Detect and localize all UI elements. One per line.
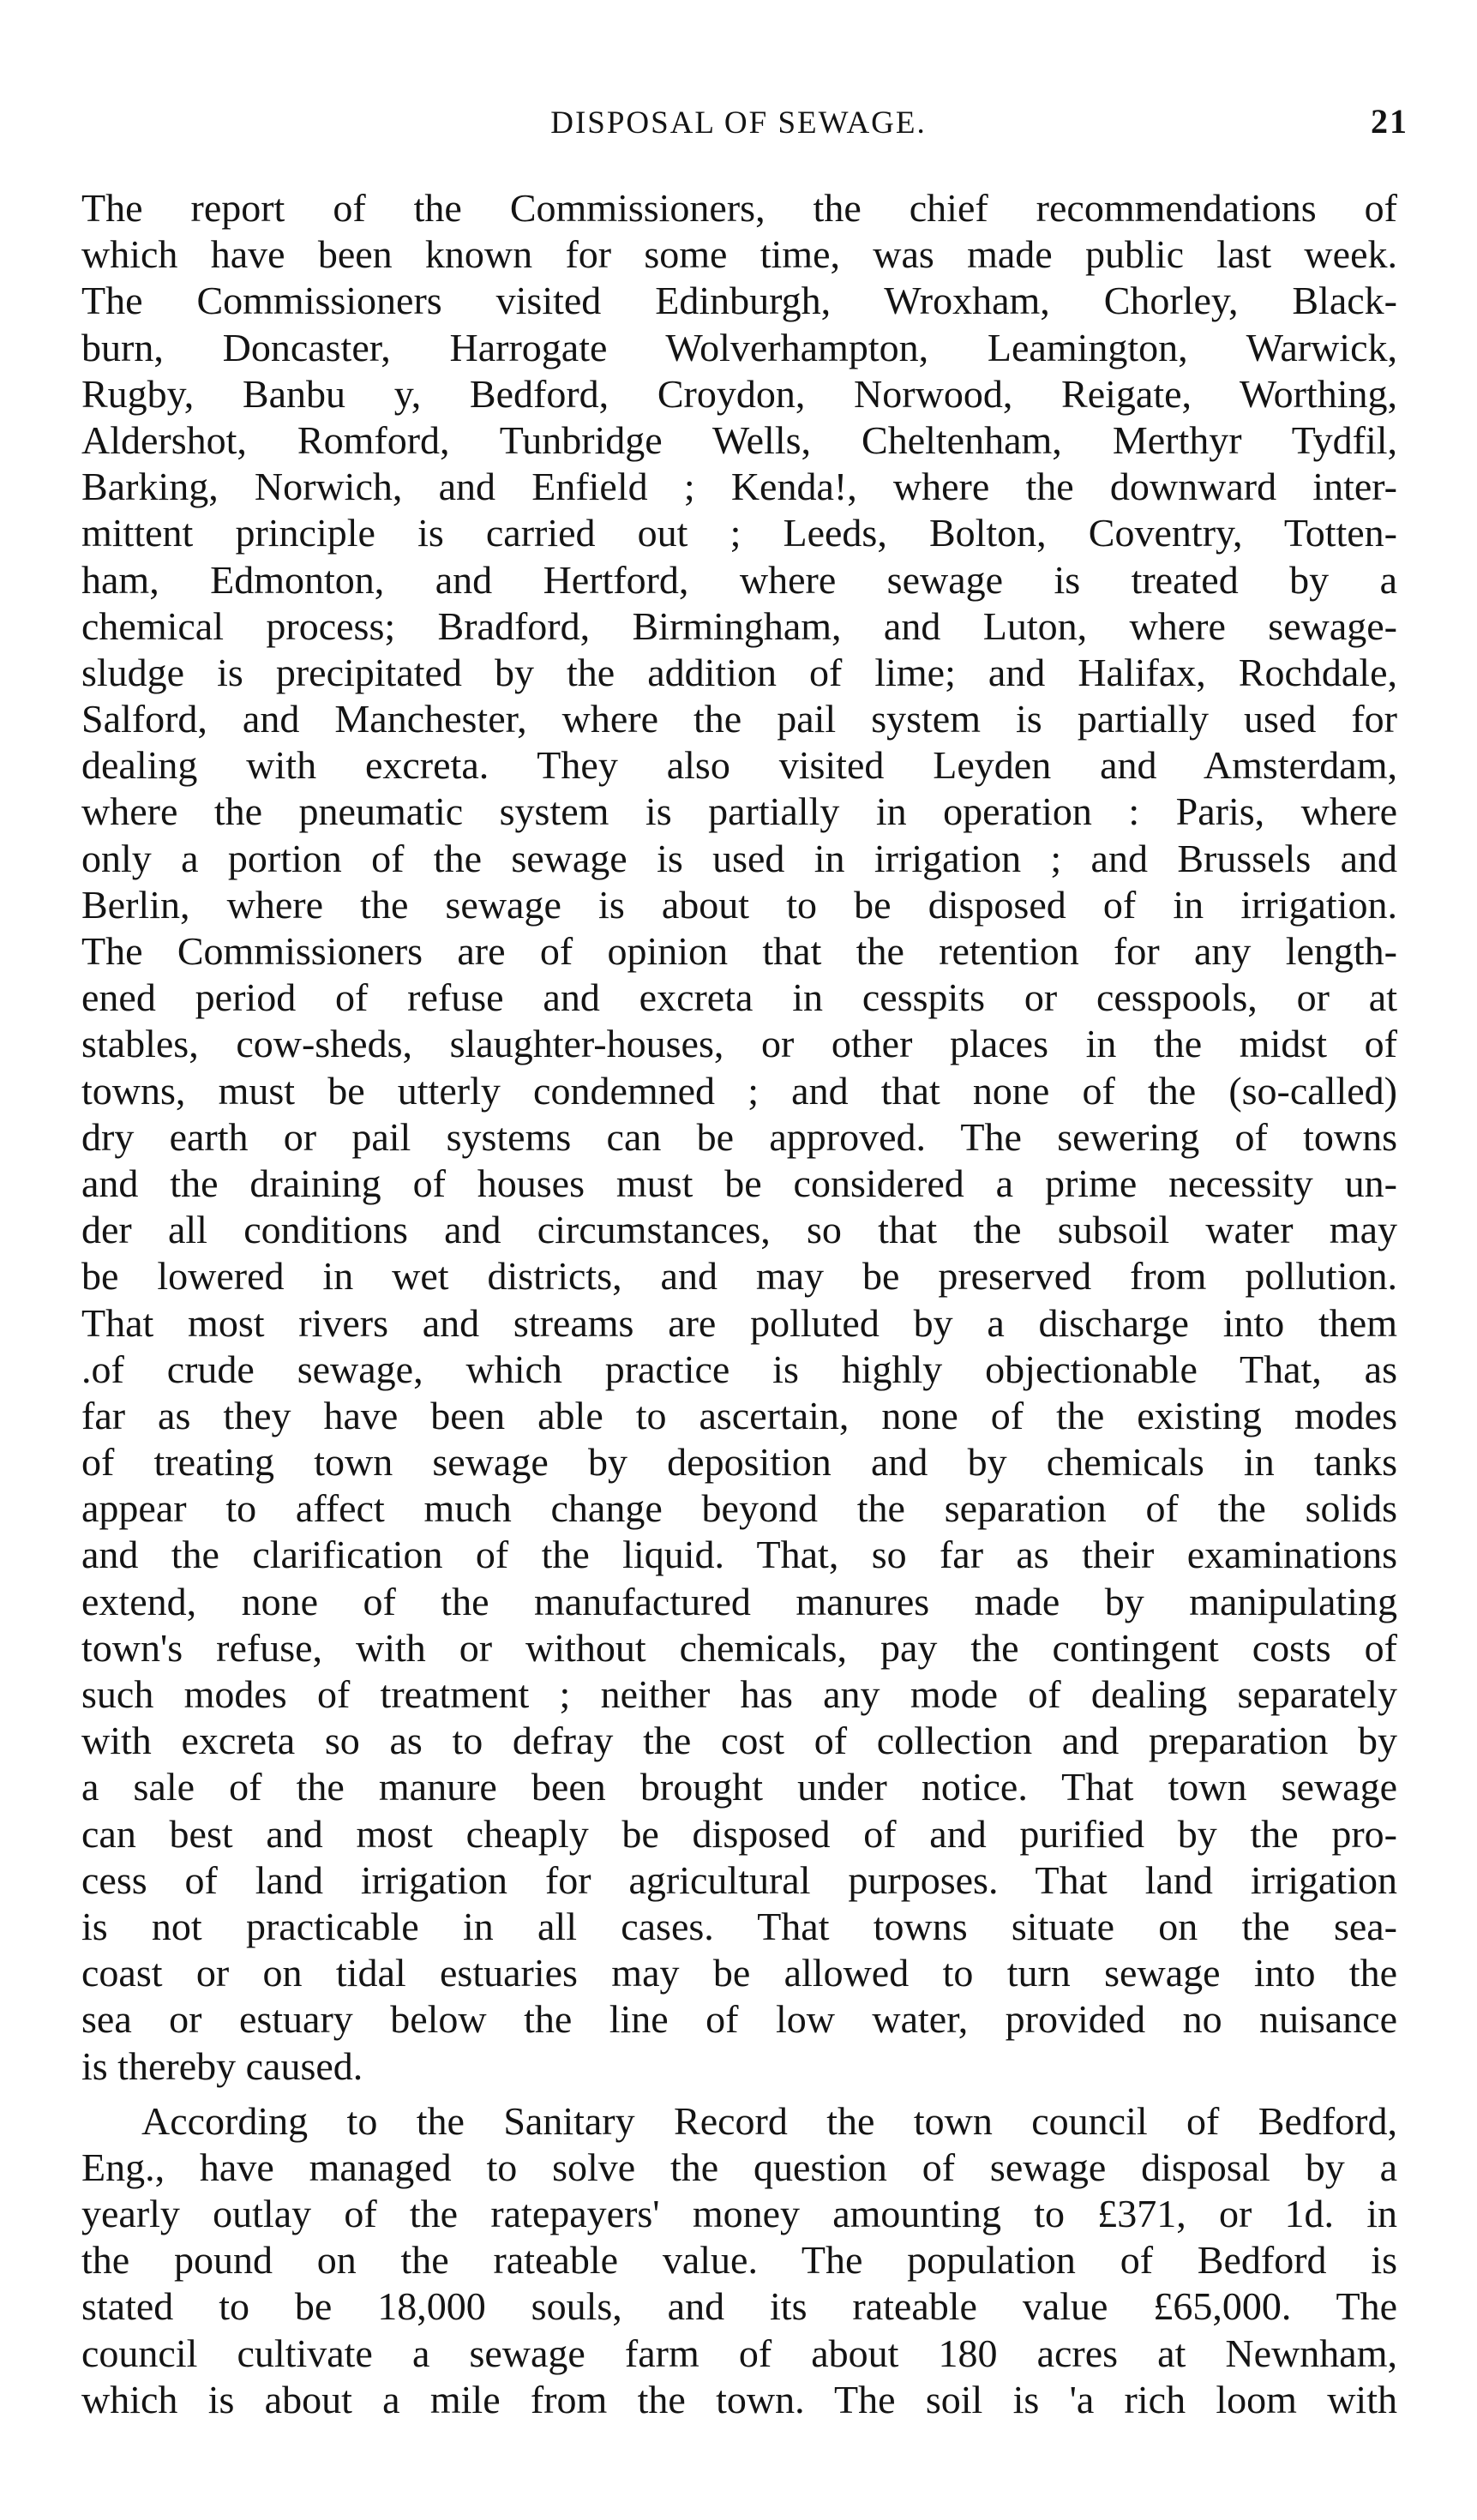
text-line: is not practicable in all cases. That towns situate on the sea-	[81, 1904, 1397, 1948]
text-line: According to the Sanitary Record the town council of Bedford,	[141, 2098, 1397, 2143]
text-line: and the draining of houses must be considered a prime necessity un-	[81, 1161, 1397, 1205]
text-line: with excreta so as to defray the cost of collection and preparation by	[81, 1719, 1397, 1763]
text-line: sludge is precipitated by the addition of lime; and Halifax, Rochdale,	[81, 650, 1397, 694]
text-line: The Commissioners visited Edinburgh, Wroxham, Chorley, Black-	[81, 279, 1397, 323]
paragraph-bedford-sewage-farm	[81, 2098, 1397, 2423]
text-line: which is about a mile from the town. The soil is 'a rich loom with	[81, 2377, 1397, 2421]
text-line: be lowered in wet districts, and may be preserved from pollution.	[81, 1254, 1397, 1299]
running-title: DISPOSAL OF SEWAGE.	[550, 105, 927, 141]
text-line: towns, must be utterly condemned ; and that none of the (so-called)	[81, 1068, 1397, 1113]
text-line: which have been known for some time, was made public last week.	[81, 232, 1397, 277]
text-line: of treating town sewage by deposition and by chemicals in tanks	[81, 1440, 1397, 1485]
text-line: stated to be 18,000 souls, and its rateable value £65,000. The	[81, 2284, 1397, 2329]
text-line: der all conditions and circumstances, so that the subsoil water may	[81, 1208, 1397, 1252]
text-line: ened period of refuse and excreta in cesspits or cesspools, or at	[81, 975, 1397, 1020]
text-line: ham, Edmonton, and Hertford, where sewage is treated by a	[81, 557, 1397, 602]
running-head	[0, 101, 1477, 149]
text-line: Eng., have managed to solve the question of sewage disposal by a	[81, 2145, 1397, 2189]
text-line: is thereby caused.	[81, 2043, 363, 2088]
text-line: .of crude sewage, which practice is highly objectionable That, as	[81, 1347, 1397, 1391]
text-line: yearly outlay of the ratepayers' money amounting to £371, or 1d. in	[81, 2192, 1397, 2236]
text-line: coast or on tidal estuaries may be allowed to turn sewage into the	[81, 1951, 1397, 1995]
text-line: sea or estuary below the line of low water, provided no nuisance	[81, 1997, 1397, 2042]
text-line: chemical process; Bradford, Birmingham, and Luton, where sewage-	[81, 603, 1397, 648]
text-line: stables, cow-sheds, slaughter-houses, or other places in the midst of	[81, 1022, 1397, 1066]
text-line: where the pneumatic system is partially in operation : Paris, where	[81, 789, 1397, 834]
text-line: extend, none of the manufactured manures made by manipulating	[81, 1579, 1397, 1623]
text-line: Rugby, Banbu y, Bedford, Croydon, Norwood, Reigate, Worthing,	[81, 371, 1397, 416]
text-line: only a portion of the sewage is used in irrigation ; and Brussels and	[81, 836, 1397, 880]
text-line: the pound on the rateable value. The population of Bedford is	[81, 2238, 1397, 2283]
text-line: That most rivers and streams are polluted by a discharge into them	[81, 1300, 1397, 1345]
text-line: Barking, Norwich, and Enfield ; Kenda!, where the downward inter-	[81, 465, 1397, 509]
body-text	[81, 185, 1397, 2423]
text-line: town's refuse, with or without chemicals, pay the contingent costs of	[81, 1625, 1397, 1670]
text-line: The report of the Commissioners, the chief recommendations of	[81, 186, 1397, 230]
text-line: can best and most cheaply be disposed of and purified by the pro-	[81, 1811, 1397, 1856]
text-line: council cultivate a sewage farm of about 180 acres at Newnham,	[81, 2331, 1397, 2375]
paragraph-commissioners-report	[81, 185, 1397, 2090]
page-number: 21	[1371, 102, 1408, 141]
text-line: The Commissioners are of opinion that the retention for any length-	[81, 929, 1397, 973]
text-line: mittent principle is carried out ; Leeds, Bolton, Coventry, Totten-	[81, 511, 1397, 555]
text-line: Aldershot, Romford, Tunbridge Wells, Cheltenham, Merthyr Tydfil,	[81, 417, 1397, 462]
text-line: Berlin, where the sewage is about to be disposed of in irrigation.	[81, 882, 1397, 927]
text-line: far as they have been able to ascertain, none of the existing modes	[81, 1393, 1397, 1437]
text-line: appear to affect much change beyond the separation of the solids	[81, 1486, 1397, 1531]
text-line: such modes of treatment ; neither has any mode of dealing separately	[81, 1672, 1397, 1716]
text-line: burn, Doncaster, Harrogate Wolverhampton, Leamington, Warwick,	[81, 325, 1397, 369]
text-line: Salford, and Manchester, where the pail system is partially used for	[81, 697, 1397, 741]
text-line: and the clarification of the liquid. That, so far as their examinations	[81, 1533, 1397, 1577]
text-line: dealing with excreta. They also visited Leyden and Amsterdam,	[81, 743, 1397, 788]
text-line: dry earth or pail systems can be approved. The sewering of towns	[81, 1114, 1397, 1159]
text-line: a sale of the manure been brought under notice. That town sewage	[81, 1765, 1397, 1809]
paragraph-gap	[81, 2090, 1397, 2098]
text-line: cess of land irrigation for agricultural purposes. That land irrigation	[81, 1857, 1397, 1902]
